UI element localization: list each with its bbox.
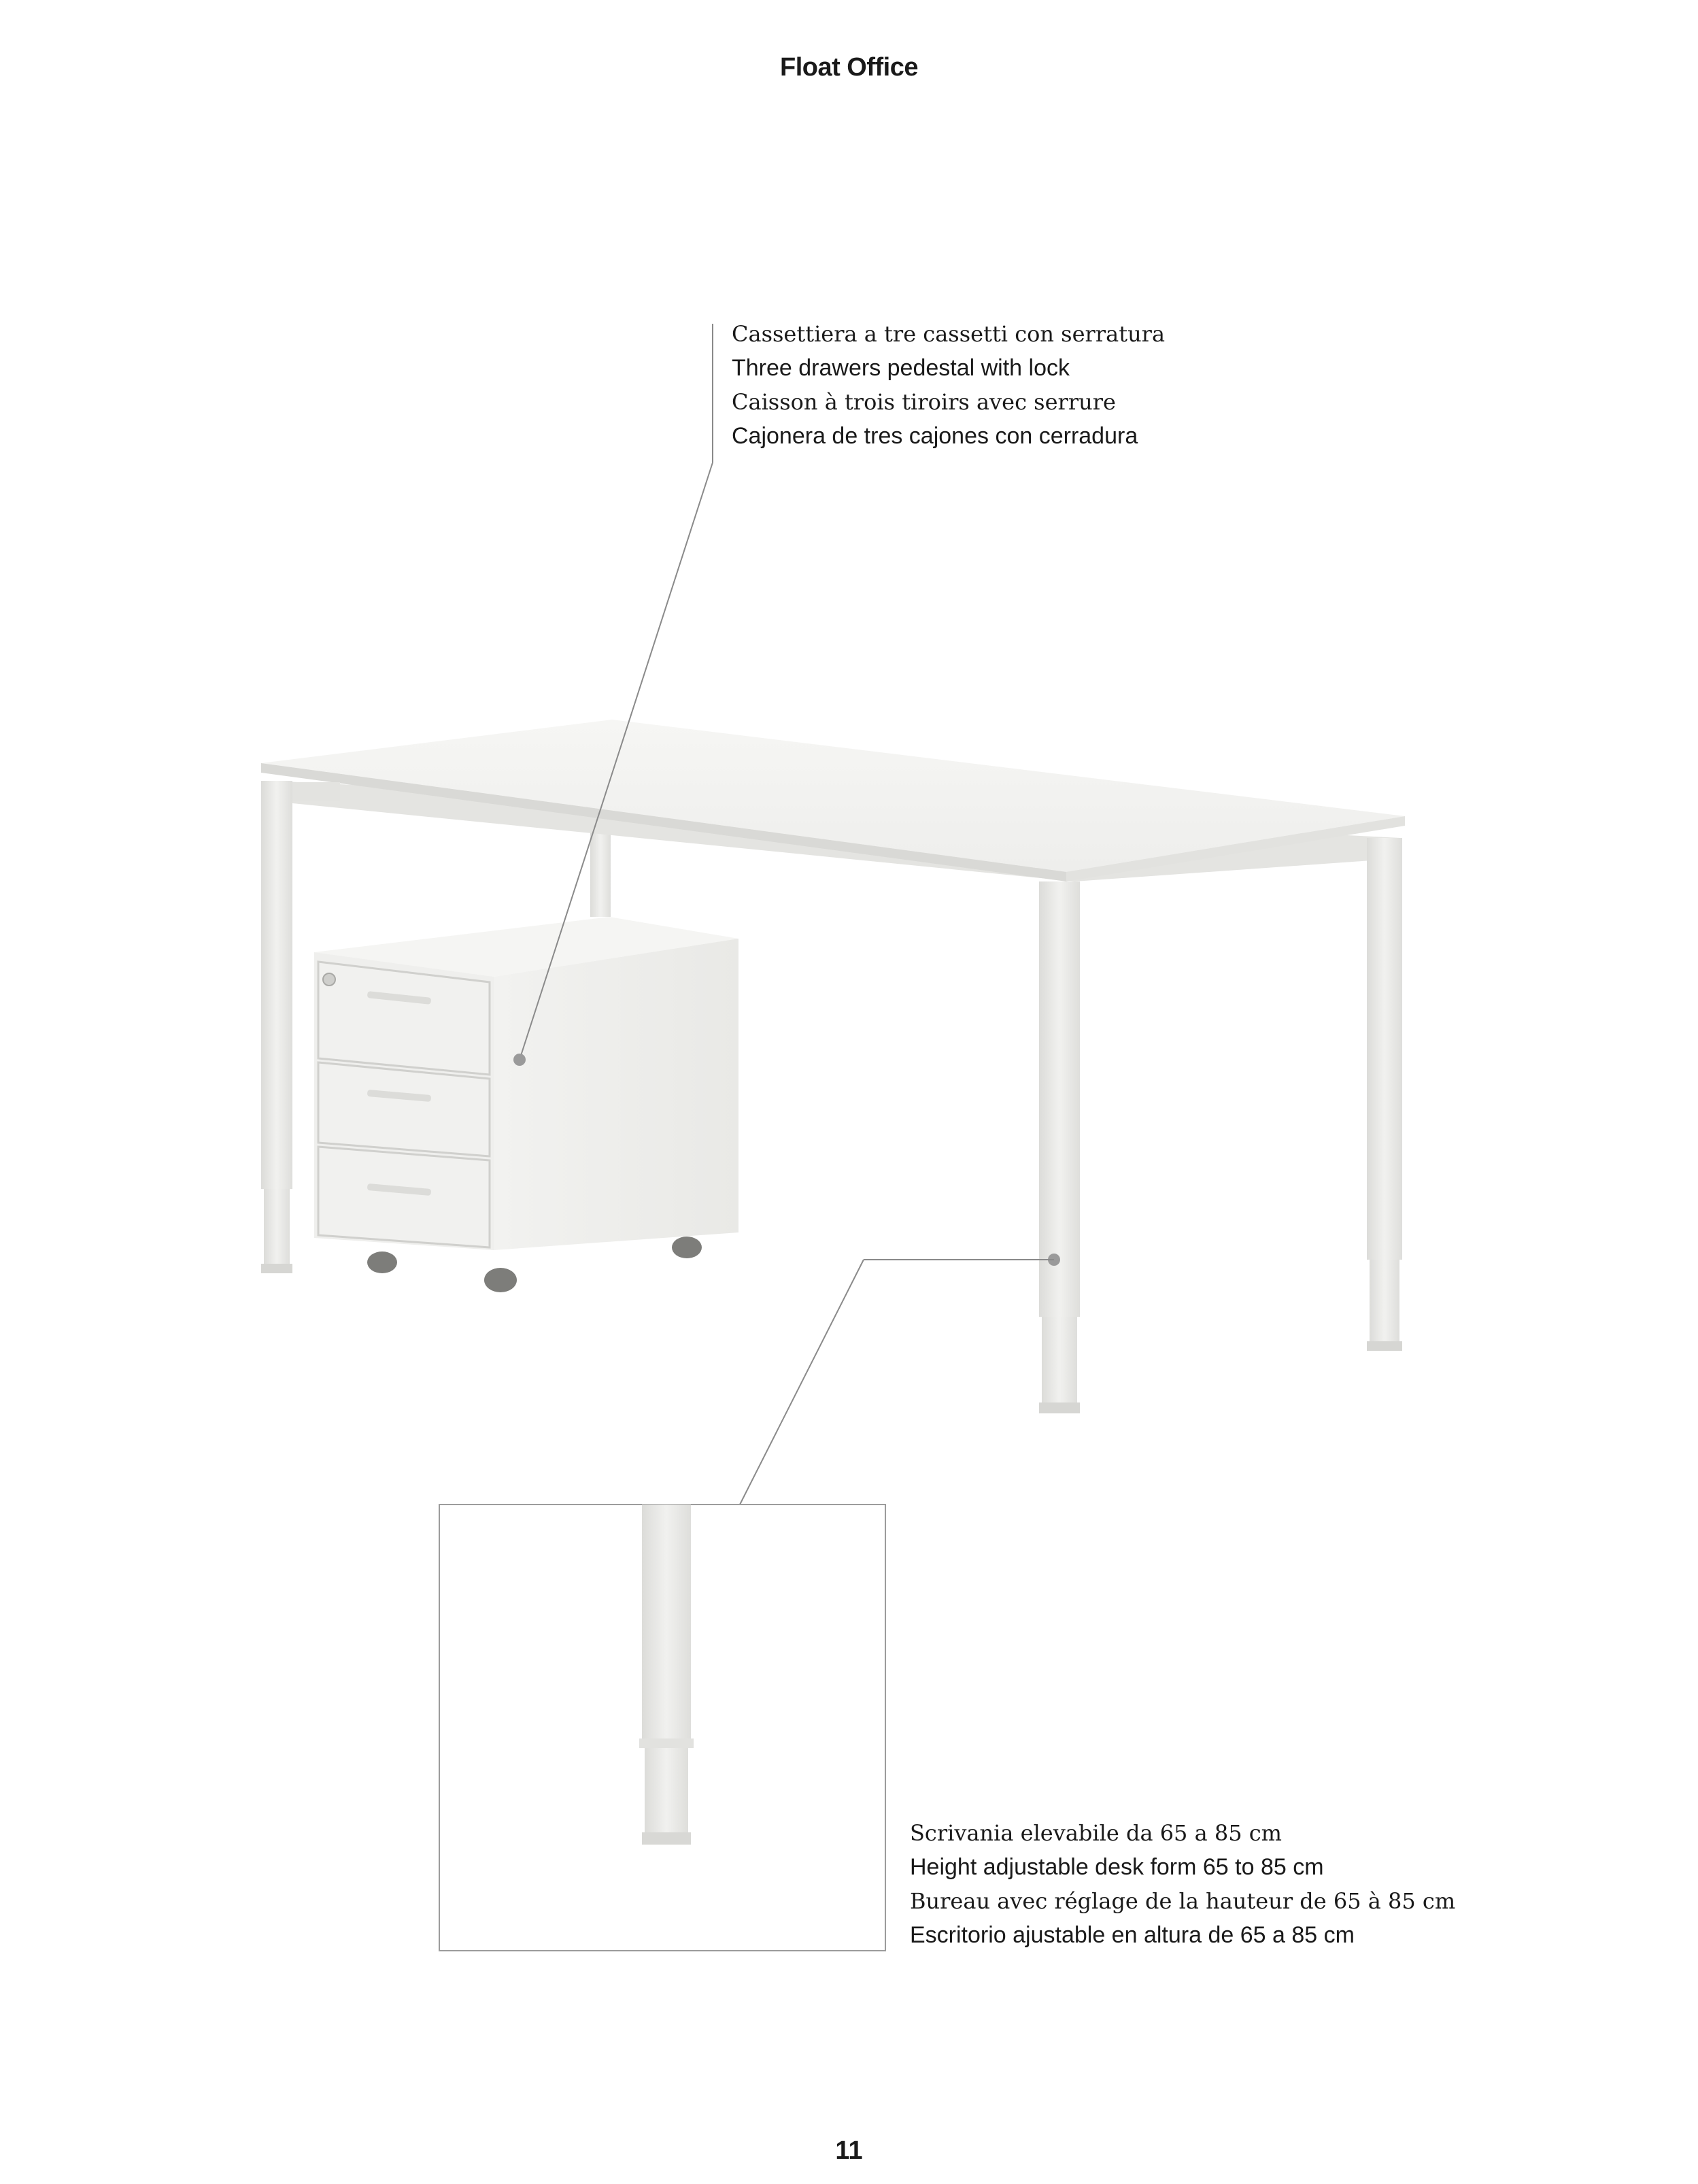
drawer-pedestal: [314, 917, 738, 1292]
pedestal-caption-en: Three drawers pedestal with lock: [732, 355, 1070, 381]
leg-detail-leader: [740, 1254, 1060, 1505]
desk-caption-en: Height adjustable desk form 65 to 85 cm: [910, 1854, 1324, 1880]
desk-caption-it: Scrivania elevabile da 65 a 85 cm: [910, 1820, 1282, 1846]
desk-leg-front-right: [1039, 881, 1080, 1413]
desk-caption-es: Escritorio ajustable en altura de 65 a 85 cm: [910, 1922, 1355, 1948]
desk-caption-fr: Bureau avec réglage de la hauteur de 65 à 85 cm: [910, 1888, 1456, 1914]
pedestal-caption-fr: Caisson à trois tiroirs avec serrure: [732, 389, 1116, 415]
desk-caption: [910, 1816, 1455, 1952]
pedestal-caption: [732, 317, 1165, 453]
desk-leg-back-right: [1367, 838, 1402, 1351]
page-number: 11: [835, 2136, 863, 2165]
leg-detail-box: [439, 1505, 885, 1951]
page-title: Float Office: [779, 53, 919, 82]
desk-back-leg: [590, 822, 611, 917]
pedestal-caption-es: Cajonera de tres cajones con cerradura: [732, 423, 1138, 449]
pedestal-caption-it: Cassettiera a tre cassetti con serratura: [732, 321, 1166, 347]
